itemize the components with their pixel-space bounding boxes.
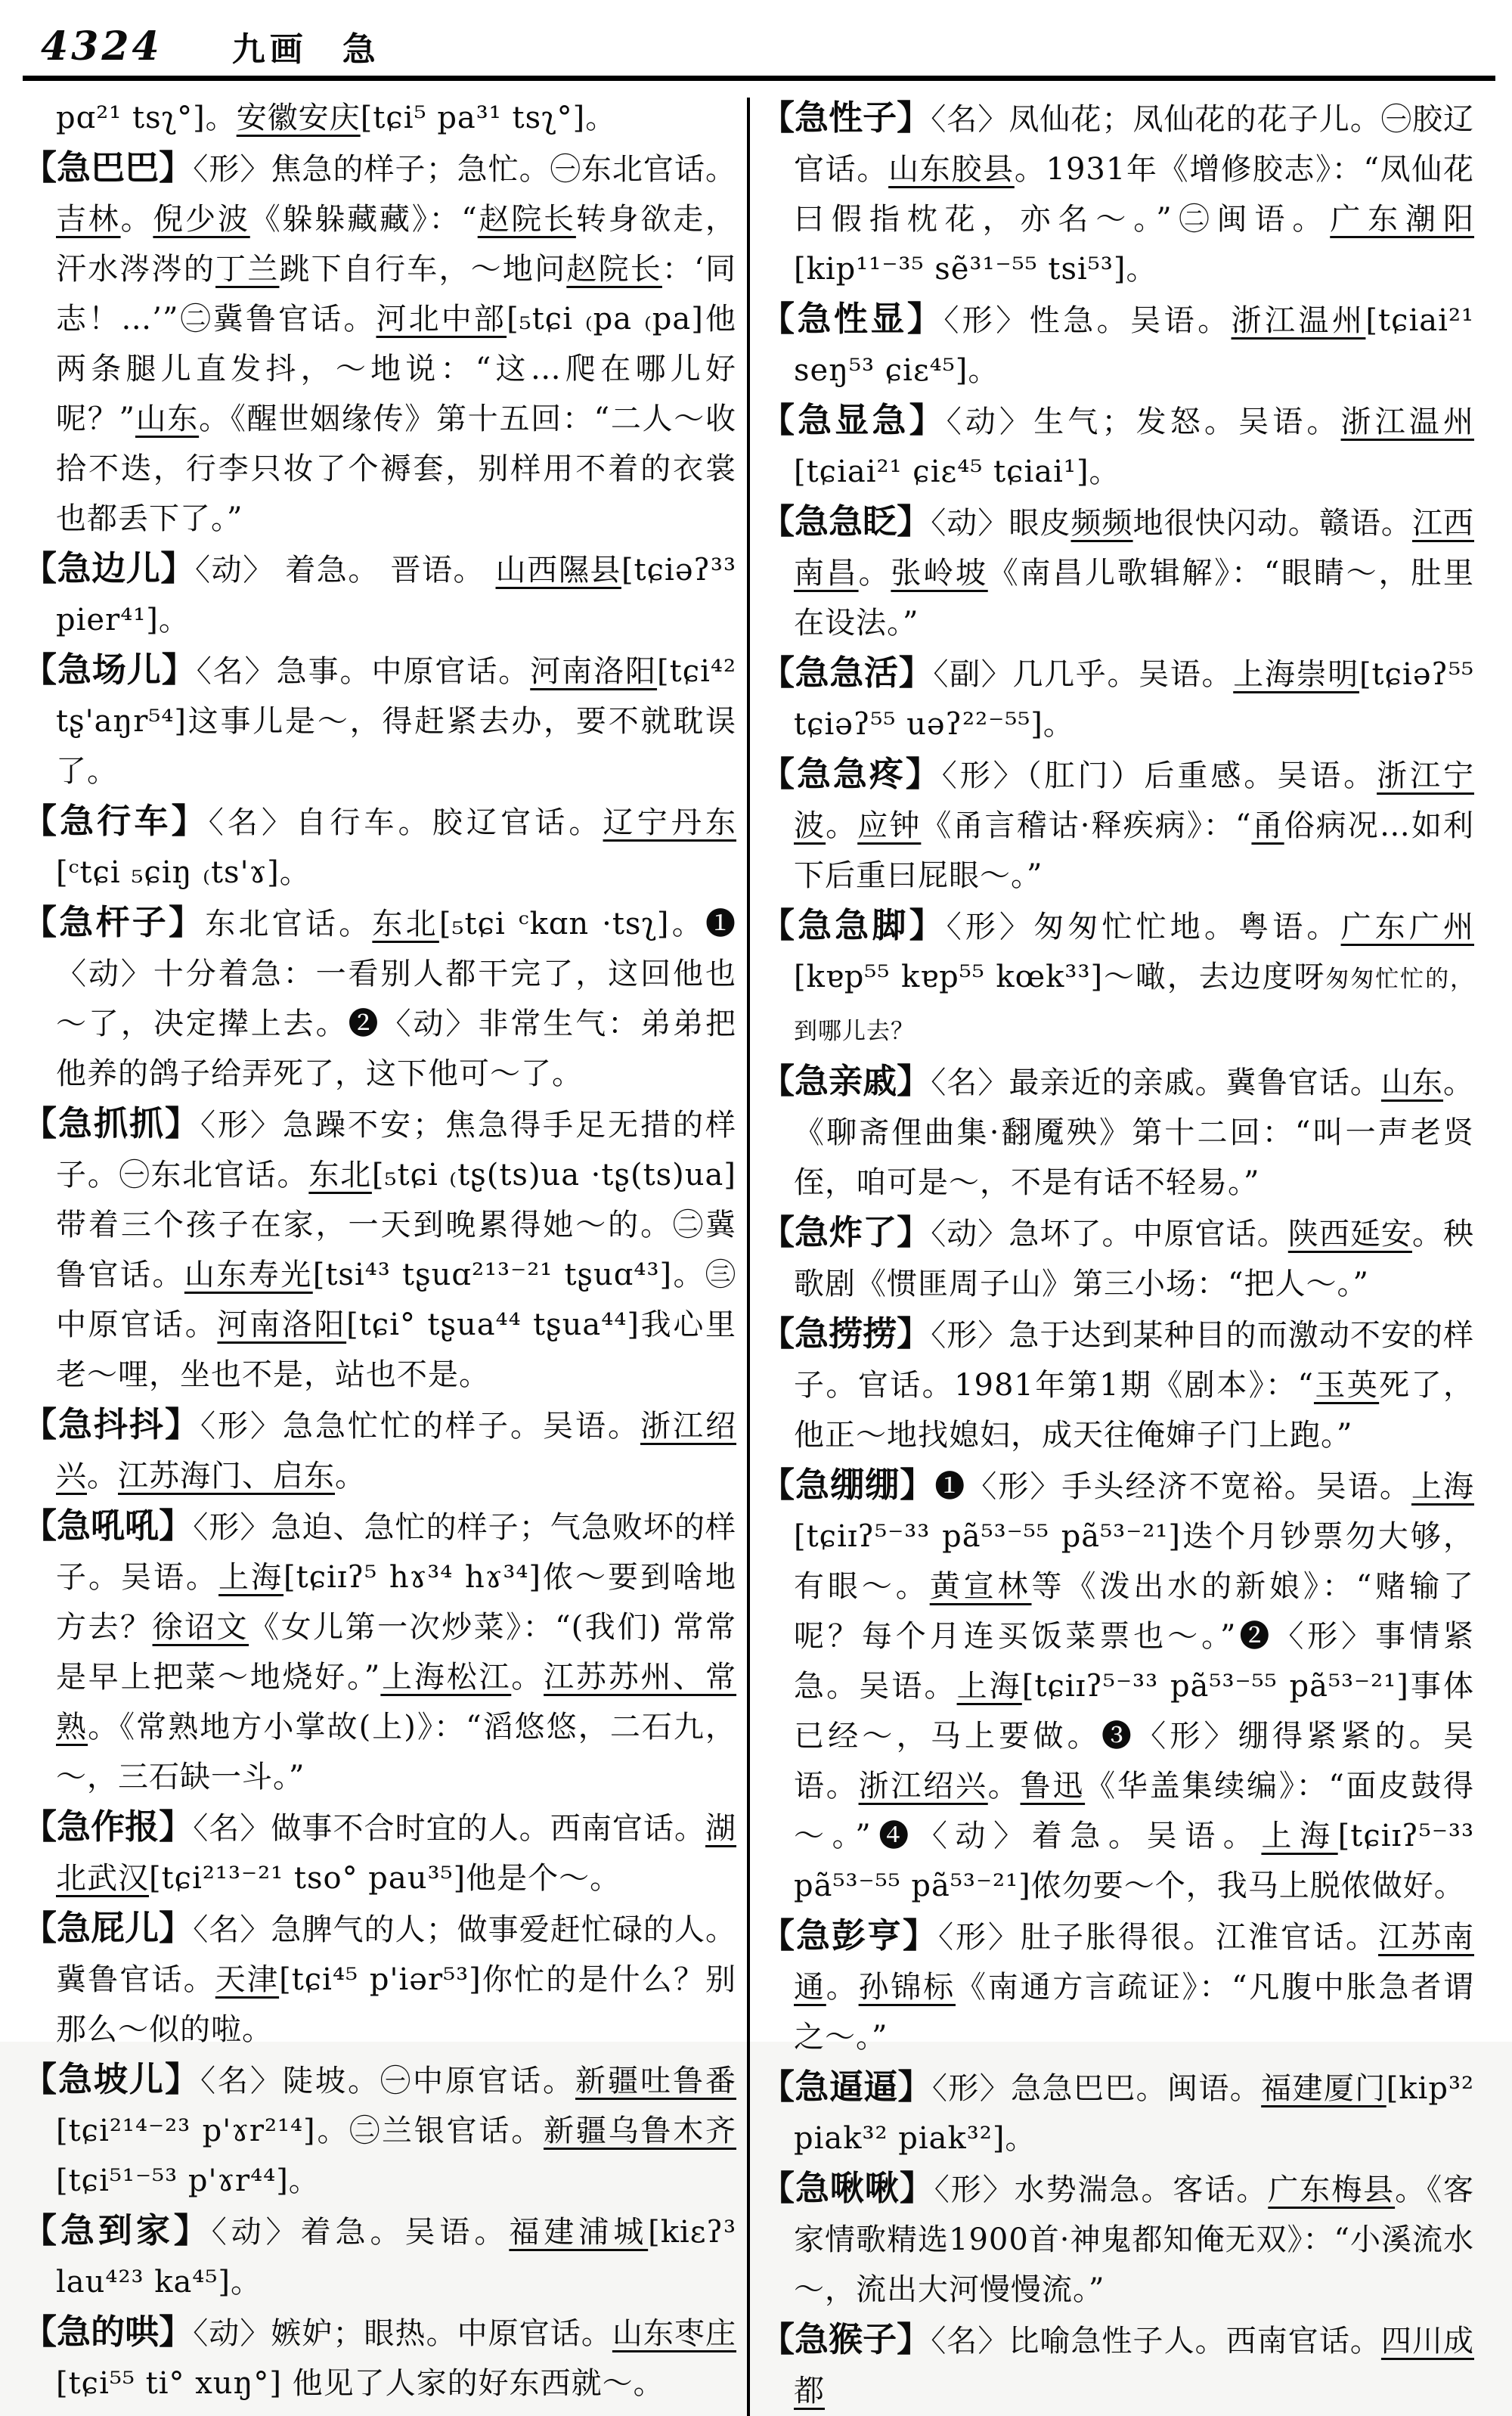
entry-text: [tɕiɪʔ⁵⁻³³ pã⁵³⁻⁵⁵ pã⁵³⁻²¹]事体已经～，马上要做。❸〈形〉绷得紧紧的。吴语。 [794,1669,1475,1803]
entry-text: 〈形〉（肛门）后重感。吴语。 [941,758,1377,793]
entry-headword: 【急杆子】 [23,902,206,942]
entry-text: [tɕi° tʂua⁴⁴ tʂua⁴⁴]我心里老～哩，坐也不是，站也不是。 [56,1307,736,1392]
entry-text: 〈名〉最亲近的亲戚。冀鲁官话。 [931,1065,1381,1100]
proper-noun: 上海 [218,1560,284,1595]
entry-text: 地很快闪动。赣语。 [1132,506,1412,541]
entry-text: [kɐp⁵⁵ kɐp⁵⁵ kœk³³]～噉，去边度呀 [794,960,1326,994]
proper-noun: 陕西延安 [1287,1217,1412,1251]
entry-text: 《躲躲藏藏》：“ [249,202,478,237]
proper-noun: 山东枣庄 [612,2316,737,2351]
proper-noun: 安徽安庆 [236,101,361,135]
dict-entry [23,2307,736,2408]
right-column [761,93,1474,2416]
entry-headword: 【急性显】 [761,299,944,339]
entry-text: 〈名〉自行车。胶辽官话。 [208,805,603,840]
entry-headword: 【急作报】 [23,1807,194,1847]
entry-headword: 【急边儿】 [23,548,196,588]
entry-headword: 【急猴子】 [761,2319,931,2359]
entry-text: 〈副〉几几乎。吴语。 [933,657,1234,692]
entry-text: 〈形〉急急忙忙的样子。吴语。 [200,1409,640,1444]
proper-noun: 上海 [956,1669,1022,1704]
dict-entry [761,901,1474,1056]
entry-headword: 【急吼吼】 [23,1506,194,1546]
entry-text: 〈形〉急于达到某种目的而激动不安的样子。官话。1981年第1期《剧本》：“ [794,1318,1474,1403]
proper-noun: 上海 [1261,1819,1338,1853]
proper-noun: 浙江温州 [1340,405,1474,439]
entry-text: 等《泼出水的新娘》：“赌输了呢？每个月连买饭菜票也～。”❷〈形〉事情紧急。吴语。 [794,1569,1475,1704]
entry-text: 。 [511,1660,544,1695]
proper-noun: 上海 [1411,1469,1474,1504]
entry-text: [kip³² piak³² piak³²]。 [794,2071,1475,2156]
column-divider [747,98,750,2416]
proper-noun: 上海松江 [380,1660,512,1695]
dict-entry [23,2206,736,2307]
entry-text: [tɕiɪʔ⁵⁻³³ pã⁵³⁻⁵⁵ pã⁵³⁻²¹]迭个月钞票勿大够，有眼～。 [794,1519,1474,1604]
entry-headword: 【急急活】 [761,653,934,693]
dict-entry [23,143,736,544]
entry-text: 《南昌儿歌辑解》：“眼睛～，肚里在设法。” [794,556,1475,640]
entry-text: 〈动〉 着急。 晋语。 [195,553,496,588]
entry-headword: 【急巴巴】 [23,147,194,188]
dict-entry [761,2163,1474,2315]
entry-text: [kiɛʔ³ lau⁴²³ ka⁴⁵]。 [56,2215,736,2300]
dict-entry [23,645,736,796]
entry-text: 。《客家情歌精选1900首·神鬼都知俺无双》：“小溪流水～，流出大河慢慢流。” [794,2173,1475,2307]
proper-noun: 新疆吐鲁番 [575,2064,736,2098]
page-header [23,12,1498,70]
proper-noun: 频频 [1070,506,1133,541]
entry-headword: 【急急眨】 [761,501,931,541]
entry-text: [₅tɕi ₍tʂ(ts)ua ·tʂ(ts)ua]带着三个孩子在家，一天到晚累得她～的。㊁冀鲁官话。 [56,1158,736,1292]
entry-text: 。《醒世姻缘传》第十五回：“二人～收拾不迭，行李只妆了个褥套，别样用不着的衣裳也都丢下了。” [56,402,737,536]
proper-noun: 徐诏文 [152,1610,249,1645]
left-column [23,93,736,2416]
entry-text: [tɕi⁵¹⁻⁵³ p'ɤr⁴⁴]。 [56,2163,320,2198]
dict-entry [23,1903,736,2055]
entry-text: 跳下自行车，～地问 [279,252,567,287]
dict-entry [761,648,1474,749]
entry-headword: 【急坡儿】 [23,2059,200,2099]
entry-headword: 【急屁儿】 [23,1908,194,1948]
entry-text: [tɕi⁵ pa³¹ tsʅ°]。 [360,101,617,135]
entry-text: 〈名〉凤仙花；凤仙花的花子儿。㊀胶辽官话。 [794,102,1474,187]
entry-text: 〈动〉急坏了。中原官话。 [931,1217,1288,1251]
entry-text: 〈动〉着急。吴语。 [211,2215,510,2250]
proper-noun: 河南洛阳 [217,1307,347,1342]
proper-noun: 四川成都 [794,2324,1474,2408]
entry-text: 。 [120,202,153,237]
proper-noun: 孙锦标 [858,1970,956,2005]
entry-headword: 【急场儿】 [23,650,197,690]
entry-text: 。 [87,1459,118,1493]
entry-text: 〈形〉急迫、急忙的样子；气急败坏的样子。吴语。 [56,1510,736,1595]
proper-noun: 浙江绍兴 [858,1769,988,1803]
entry-text: [tɕiai²¹ seŋ⁵³ ɕiɛ⁴⁵]。 [794,303,1475,388]
proper-noun: 新疆乌鲁木齐 [544,2114,737,2148]
entry-text: [tɕiəʔ⁵⁵ tɕiəʔ⁵⁵ uəʔ²²⁻⁵⁵]。 [794,657,1475,742]
entry-text: [tɕiɪʔ⁵⁻³³ pã⁵³⁻⁵⁵ pã⁵³⁻²¹]侬勿要～个，我马上脱侬做好。 [794,1819,1475,1903]
entry-headword: 【急彭亨】 [761,1915,938,1955]
dict-entry [761,2315,1474,2416]
section-character: 急 [342,30,376,69]
proper-noun: 天津 [215,1962,280,1997]
entry-text: [tɕiɪʔ⁵ hɤ³⁴ hɤ³⁴]侬～要到啥地方去？ [56,1560,737,1645]
dictionary-body [23,93,1498,2416]
entry-headword: 【急到家】 [23,2210,212,2250]
proper-noun: 广东广州 [1340,910,1474,944]
entry-text: 。《常熟地方小掌故(上)》：“滔悠悠，二石九，～，三石缺一斗。” [56,1710,736,1794]
entry-text: 。 [987,1769,1021,1803]
dict-entry [761,1056,1474,1208]
entry-headword: 【急亲戚】 [761,1061,931,1101]
entry-text: ❶〈形〉手头经济不宽裕。吴语。 [934,1469,1411,1504]
dict-entry [761,1309,1474,1460]
dict-entry [23,1802,736,1903]
entry-text: [tsi⁴³ tʂuɑ²¹³⁻²¹ tʂuɑ⁴³]。㊂中原官话。 [56,1258,737,1342]
dict-entry [761,2062,1474,2163]
proper-noun: 上海崇明 [1233,657,1359,692]
entry-text: 《华盖集续编》：“面皮鼓得～。”❹〈动〉着急。吴语。 [794,1769,1475,1853]
entry-headword: 【急行车】 [23,801,209,841]
entry-headword: 【急绷绷】 [761,1465,935,1505]
entry-text: 〈形〉急急巴巴。闽语。 [931,2071,1262,2106]
dict-entry [761,749,1474,901]
entry-text: 转身欲走，汗水涔涔的 [56,202,737,287]
proper-noun: 山东胶县 [888,152,1015,187]
dict-entry [23,544,736,645]
entry-text: 东北官话。 [205,907,373,941]
entry-headword: 【急炸了】 [761,1212,931,1252]
entry-text: 〈名〉急事。中原官话。 [196,654,531,689]
proper-noun: 张岭坡 [891,556,988,591]
proper-noun: 河南洛阳 [530,654,658,689]
proper-noun: 东北 [308,1158,372,1192]
proper-noun: 倪少波 [153,202,250,237]
entry-text: 。 [335,1459,366,1493]
entry-text: 〈名〉比喻急性子人。西南官话。 [931,2324,1381,2359]
page-number: 4324 [41,23,163,70]
entry-text: 〈形〉性急。吴语。 [943,303,1232,338]
dict-entry [23,1501,736,1802]
entry-text: 《甬言稽诂·释疾病》：“ [921,808,1252,843]
entry-text: 〈形〉水势湍急。客话。 [934,2173,1269,2207]
entry-text: 〈名〉陡坡。㊀中原官话。 [200,2064,575,2098]
entry-headword: 【急显急】 [761,400,947,440]
proper-noun: 鲁迅 [1020,1769,1086,1803]
entry-text: 。1931年《增修胶志》：“凤仙花曰假指枕花，亦名～。”㊁闽语。 [794,152,1474,237]
dict-entry [23,796,736,898]
proper-noun: 赵院长 [477,202,576,237]
proper-noun: 山西隰县 [495,553,621,588]
entry-text: 〈名〉急脾气的人；做事爱赶忙碌的人。冀鲁官话。 [56,1912,736,1997]
dict-entry [761,1460,1474,1911]
proper-noun: 东北 [372,907,439,941]
dict-entry [23,93,736,143]
dict-entry [23,2055,736,2206]
entry-text: 〈形〉焦急的样子；急忙。㊀东北官话。 [193,152,736,187]
entry-text: 。秧歌剧《惯匪周子山》第三小场：“把人～。” [794,1217,1475,1301]
entry-headword: 【急抖抖】 [23,1404,200,1444]
proper-noun: 福建厦门 [1261,2071,1387,2106]
dict-entry [23,1099,736,1400]
entry-text: [tɕi²¹³⁻²¹ tso° pau³⁵]他是个～。 [149,1861,621,1896]
entry-text: 〈形〉急躁不安；焦急得手足无措的样子。㊀东北官话。 [56,1108,736,1192]
entry-text: 〈形〉匆匆忙忙地。粤语。 [946,910,1341,944]
dict-entry [761,93,1474,294]
dict-entry [761,395,1474,497]
proper-noun: 应钟 [857,808,922,843]
dict-entry [23,1400,736,1501]
entry-text: 俗病况…如利下后重曰屁眼～。” [794,808,1475,893]
proper-noun: 江苏苏州、常熟 [56,1660,737,1745]
proper-noun: 山东 [135,402,200,436]
entry-text: [tɕiai²¹ ɕiɛ⁴⁵ tɕiai¹]。 [794,454,1120,489]
entry-headword: 【急捞捞】 [761,1313,931,1354]
proper-noun: 山东 [1380,1065,1443,1100]
entry-text: 〈动〉生气；发怒。吴语。 [946,405,1341,439]
proper-noun: 玉英 [1313,1368,1380,1403]
entry-text: [tɕi⁵⁵ ti° xuŋ°] 他见了人家的好东西就～。 [56,2366,665,2401]
proper-noun: 丁兰 [215,252,280,287]
proper-noun: 江苏海门、启东 [118,1459,335,1493]
entry-headword: 【急急疼】 [761,754,942,794]
entry-text: 死了，他正～地找媳妇，成天往俺婶子门上跑。” [794,1368,1475,1453]
proper-noun: 福建浦城 [509,2215,649,2250]
proper-noun: 赵院长 [566,252,662,287]
entry-text: 。《聊斋俚曲集·翻魇殃》第十二回：“叫一声老贤侄，咱可是～，不是有话不轻易。” [794,1065,1474,1200]
entry-text: 《南通方言疏证》：“凡腹中胀急者谓之～。” [794,1970,1475,2055]
proper-noun: 广东潮阳 [1330,202,1475,237]
entry-text: 《女儿第一次炒菜》：“(我们) 常常是早上把菜～地烧好。” [56,1610,737,1695]
entry-headword: 【急急脚】 [761,905,947,945]
entry-text: 。 [826,808,858,843]
entry-headword: 【急抓抓】 [23,1103,200,1143]
entry-headword: 【急啾啾】 [761,2168,934,2208]
header-rule [23,76,1495,81]
proper-noun: 湖北武汉 [56,1811,736,1896]
entry-text: pɑ²¹ tsʅ°]。 [56,101,237,135]
entry-text: ：‘同志！…’”㊁冀鲁官话。 [56,252,737,337]
proper-noun: 浙江温州 [1231,303,1366,338]
proper-noun: 江苏南通 [794,1920,1474,2005]
entry-text: 匆匆忙忙的，到哪儿去？ [794,966,1474,1045]
dict-entry [761,1208,1474,1309]
dict-entry [761,294,1474,395]
proper-noun: 浙江宁波 [794,758,1474,843]
proper-noun: 浙江绍兴 [56,1409,736,1493]
entry-text: 。 [858,556,891,591]
entry-text: 〈形〉肚子胀得很。江淮官话。 [938,1920,1378,1955]
entry-text: [ᶜtɕi ₅ɕiŋ ₍ts'ɤ]。 [56,855,311,890]
entry-text: [₅tɕi ₍pa ₍pa]他两条腿儿直发抖，～地说：“这…爬在哪儿好呢？” [56,302,737,436]
entry-headword: 【急性子】 [761,98,931,138]
entry-text: 〈动〉眼皮 [931,506,1071,541]
dict-entry [23,898,736,1099]
proper-noun: 广东梅县 [1268,2173,1396,2207]
proper-noun: 山东寿光 [184,1258,313,1292]
entry-text: [tɕi²¹⁴⁻²³ p'ɤr²¹⁴]。㊁兰银官话。 [56,2114,544,2148]
dict-entry [761,1911,1474,2062]
proper-noun: 江西南昌 [794,506,1475,591]
entry-text: [tɕiəʔ³³ pier⁴¹]。 [56,553,736,637]
dict-entry [761,497,1474,648]
entry-headword: 【急逼逼】 [761,2067,932,2107]
stroke-section-label: 九画 [231,30,308,69]
entry-text: [kip¹¹⁻³⁵ sẽ³¹⁻⁵⁵ tsi⁵³]。 [794,252,1157,287]
entry-text: 〈动〉嫉妒；眼热。中原官话。 [193,2316,612,2351]
entry-text: 〈名〉做事不合时宜的人。西南官话。 [193,1811,705,1846]
entry-text: 。 [826,1970,859,2005]
proper-noun: 甬 [1251,808,1284,843]
proper-noun: 黄宣林 [929,1569,1032,1604]
proper-noun: 吉林 [56,202,121,237]
proper-noun: 河北中部 [376,302,507,337]
proper-noun: 辽宁丹东 [603,805,736,840]
entry-text: [tɕi⁴⁵ p'iər⁵³]你忙的是什么？别那么～似的啦。 [56,1962,737,2047]
entry-text: [tɕi⁴² tʂ'aŋr⁵⁴]这事儿是～，得赶紧去办，要不就耽误了。 [56,654,736,789]
entry-text: [₅tɕi ᶜkɑn ·tsʅ]。❶〈动〉十分着急：一看别人都干完了，这回他也～了，决定撵上去。❷〈动〉非常生气：弟弟把他养的鸽子给弄死了，这下他可～了。 [56,907,736,1091]
entry-headword: 【急的哄】 [23,2312,194,2352]
